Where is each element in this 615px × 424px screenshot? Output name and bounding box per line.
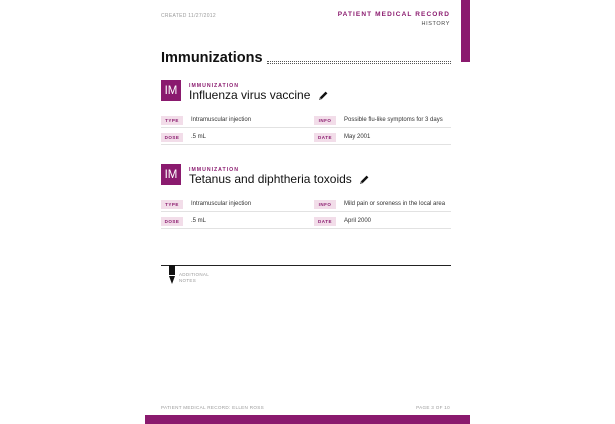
section-title: Immunizations [161, 49, 263, 66]
info-tag: INFO [314, 116, 336, 125]
dose-field [161, 213, 206, 229]
pen-icon [169, 276, 175, 284]
document-title: PATIENT MEDICAL RECORD [337, 11, 450, 18]
date-value: May 2001 [344, 134, 371, 140]
date-field [314, 213, 371, 229]
info-value: Mild pain or soreness in the local area [344, 201, 446, 207]
type-tag: TYPE [161, 200, 183, 209]
field-row [161, 213, 451, 229]
im-badge: IM [161, 80, 181, 101]
document-subtitle: HISTORY [421, 21, 450, 27]
info-field [314, 196, 445, 212]
type-tag: TYPE [161, 116, 183, 125]
section-rule [267, 61, 451, 64]
notes-label-line2: NOTES [179, 277, 197, 283]
immunization-label: IMMUNIZATION [189, 167, 239, 173]
date-tag: DATE [314, 217, 336, 226]
date-value: April 2000 [344, 218, 372, 224]
type-value: Intramuscular injection [191, 117, 252, 123]
dose-tag: DOSE [161, 217, 183, 226]
footer-patient: PATIENT MEDICAL RECORD: ELLEN ROSS [161, 405, 264, 410]
created-date: CREATED 11/27/2012 [161, 13, 216, 19]
date-field [314, 129, 370, 145]
accent-bar-top [461, 0, 470, 62]
notes-label-line1: ADDITIONAL [179, 272, 210, 277]
info-tag: INFO [314, 200, 336, 209]
notes-divider [161, 265, 451, 266]
type-field [161, 112, 251, 128]
dose-value: .5 mL [191, 218, 207, 224]
type-value: Intramuscular injection [191, 201, 252, 207]
immunization-label: IMMUNIZATION [189, 83, 239, 89]
date-tag: DATE [314, 133, 336, 142]
immunization-name-text: Influenza virus vaccine [189, 88, 311, 102]
immunization-name-text: Tetanus and diphtheria toxoids [189, 172, 352, 186]
footer-page-number: PAGE 3 OF 10 [416, 405, 450, 410]
dose-value: .5 mL [191, 134, 207, 140]
pencil-icon[interactable] [317, 90, 329, 102]
accent-bar-bottom [145, 415, 470, 424]
info-field [314, 112, 443, 128]
field-row [161, 129, 451, 145]
im-badge: IM [161, 164, 181, 185]
notes-marker [169, 265, 175, 275]
immunization-name [189, 89, 329, 102]
field-row [161, 196, 451, 212]
section-header [161, 49, 451, 65]
record-page [145, 0, 470, 424]
immunization-name [189, 173, 370, 186]
pencil-icon[interactable] [358, 174, 370, 186]
dose-tag: DOSE [161, 133, 183, 142]
additional-notes-label [179, 272, 209, 284]
field-row [161, 112, 451, 128]
info-value: Possible flu-like symptoms for 3 days [344, 117, 443, 123]
type-field [161, 196, 251, 212]
dose-field [161, 129, 206, 145]
